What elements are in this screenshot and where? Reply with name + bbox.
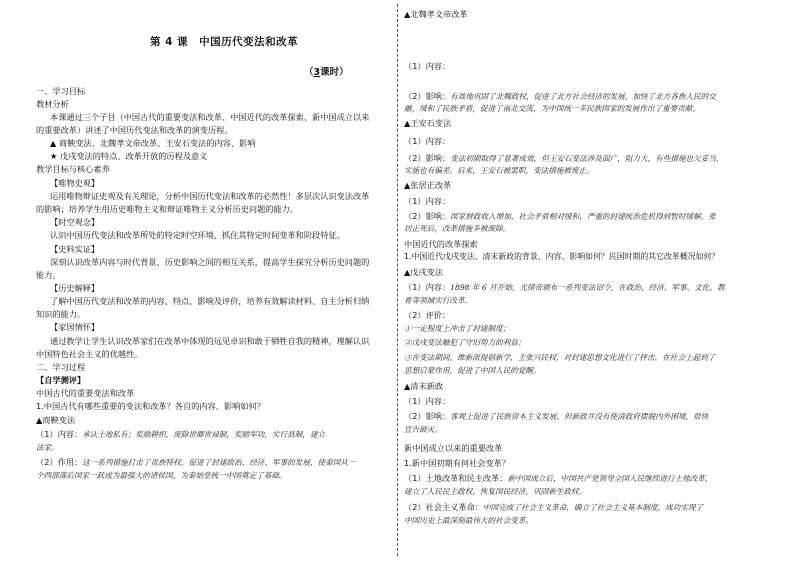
literacy-heading: 【史料实证】 bbox=[50, 244, 100, 254]
literacy-heading: 【唯物史观】 bbox=[50, 178, 100, 188]
handwritten-answer: 法家。 bbox=[36, 443, 59, 452]
handwritten-answer: 有效地巩固了北魏政权，促进了北方社会经济的发展，加快了北方各族人民的交 bbox=[450, 92, 716, 101]
handwritten-answer: 实施也有偏差。后来，王安石被罢职，变法措施被废止。 bbox=[404, 166, 594, 175]
handwritten-answer: 新中国成立后，中国共产党领导全国人民继续进行土地改革， bbox=[507, 474, 713, 483]
paragraph-line: 认识中国历代变法和改革所处的特定时空环境，抓住其特定时间变革和阶段特征。 bbox=[50, 230, 345, 240]
answer-label: （1）内容： bbox=[404, 282, 451, 292]
paragraph-line: 的影响；培养学生用历史唯物主义和辩证唯物主义分析历史问题的能力。 bbox=[36, 204, 299, 214]
period-close: ） bbox=[339, 67, 349, 78]
period-number: 3 bbox=[313, 67, 321, 78]
topic-heading: 新中国成立以来的重要改革 bbox=[404, 443, 503, 453]
answer-label: （2）影响： bbox=[404, 91, 451, 101]
handwritten-answer: 思想启蒙作用，促进了中国人民的觉醒。 bbox=[404, 366, 541, 375]
answer-label: （1）内容： bbox=[404, 61, 451, 71]
subheading: 教材分析 bbox=[36, 99, 69, 109]
topic-heading: 中国古代的重要变法和改革 bbox=[36, 388, 135, 398]
handwritten-answer: 1898 年 6 月开始，光绪帝颁布一系列变法诏令，在政治、经济、军事、文化、教 bbox=[450, 283, 725, 292]
reform-heading-zhang-juzheng: ▲张居正改革 bbox=[404, 180, 452, 190]
period-open: （ bbox=[304, 67, 314, 78]
paragraph-line: 通过教学让学生认识改革家们在改革中体现的远见卓识和敢于牺牲自我的精神，理解认识 bbox=[50, 336, 370, 346]
handwritten-answer: 融，缓和了民族矛盾，促进了南北交流，为中国统一多民族国家的发展作出了重要贡献。 bbox=[404, 104, 701, 113]
lesson-title: 第 4 课 中国历代变法和改革 bbox=[150, 36, 299, 48]
answer-line bbox=[36, 428, 325, 442]
handwritten-answer: ②戊戌变法触犯了守旧势力的利益； bbox=[404, 338, 526, 347]
handwritten-answer: 建立了人民民主政权，恢复国民经济，巩固新生政权。 bbox=[404, 487, 587, 496]
answer-label: （1）土地改革和民主改革： bbox=[404, 473, 508, 483]
right-column bbox=[404, 0, 760, 561]
handwritten-answer: 这一系列措施打击了贵族特权，促进了封建政治、经济、军事的发展，使秦国从一 bbox=[82, 458, 356, 467]
reform-heading-wuxu: ▲戊戌变法 bbox=[404, 267, 444, 277]
literacy-heading: 【家国情怀】 bbox=[50, 322, 100, 332]
handwritten-answer: 承认土地私有；奖励耕织，废除世卿世禄制，奖励军功，实行县制，建立 bbox=[82, 430, 326, 439]
topic-heading: 中国近代的改革探索 bbox=[404, 239, 478, 249]
handwritten-answer: 国家财政收入增加，社会矛盾相对缓和，严重的封建统治危机得到暂时缓解。张 bbox=[450, 212, 716, 221]
literacy-heading: 【时空观念】 bbox=[50, 217, 100, 227]
question: 1.新中国初期有何社会变革？ bbox=[404, 458, 511, 468]
reform-heading-late-qing: ▲清末新政 bbox=[404, 381, 444, 391]
key-point: ★ 戊戌变法的特点、改革开放的历程及意义 bbox=[50, 151, 208, 161]
handwritten-answer: 中国完成了社会主义革命，确立了社会主义基本制度，成功实现了 bbox=[482, 503, 704, 512]
question: 1.中国古代有哪些重要的变法和改革？各自的内容、影响如何？ bbox=[36, 401, 265, 411]
answer-label: （1）内容： bbox=[404, 136, 451, 146]
answer-line bbox=[404, 281, 725, 295]
handwritten-answer: 个西部落后国家一跃成为最强大的诸侯国，为秦始皇统一中国奠定了基础。 bbox=[36, 471, 287, 480]
answer-label: （1）内容： bbox=[404, 196, 451, 206]
answer-label: （1）内容： bbox=[36, 429, 83, 439]
paragraph-line: 深刻认识改革内容与时代背景、历史影响之间的相互关系，提高学生探究分析历史问题的 bbox=[50, 257, 370, 267]
literacy-heading: 【历史解释】 bbox=[50, 283, 100, 293]
handwritten-answer: ①一定程度上冲击了封建制度； bbox=[404, 324, 511, 333]
section-heading: 二、学习过程 bbox=[36, 362, 86, 372]
answer-label: （2）评价： bbox=[404, 310, 451, 320]
answer-line bbox=[404, 152, 724, 166]
subheading: 教学目标与核心素养 bbox=[36, 164, 110, 174]
answer-label: （2）影响： bbox=[404, 153, 451, 163]
answer-label: （2）影响： bbox=[404, 211, 451, 221]
paragraph-line: 本课通过三个子目（中国古代的重要变法和改革、中国近代的改革探索、新中国成立以来 bbox=[50, 112, 370, 122]
key-point: ▲ 商鞅变法、北魏孝文帝改革、王安石变法的内容、影响 bbox=[50, 138, 256, 148]
column-divider bbox=[397, 4, 398, 556]
paragraph-line: 的重要改革）讲述了中国历代变法和改革的演变历程。 bbox=[36, 125, 233, 135]
paragraph-line: 知识的能力。 bbox=[36, 309, 86, 319]
reform-heading-xiaowen: ▲北魏孝文帝改革 bbox=[404, 9, 468, 19]
paragraph-line: 中国特色社会主义的优越性。 bbox=[36, 349, 143, 359]
handwritten-answer: ③在变法期间，维新派提倡新学，主张兴民权，对封建思想文化进行了抨击，在社会上起到了 bbox=[404, 353, 716, 362]
answer-label: （1）内容： bbox=[404, 396, 451, 406]
period-label: 课时 bbox=[320, 67, 340, 78]
left-column bbox=[36, 0, 392, 561]
answer-label: （2）作用： bbox=[36, 457, 83, 467]
answer-line bbox=[404, 472, 713, 486]
answer-line bbox=[404, 90, 716, 104]
reform-heading-shang-yang: ▲商鞅变法 bbox=[36, 415, 76, 425]
section-heading: 一、学习目标 bbox=[36, 86, 86, 96]
answer-line bbox=[404, 410, 708, 424]
handwritten-answer: 中国历史上最深刻最伟大的社会变革。 bbox=[404, 516, 534, 525]
reform-heading-wang-anshi: ▲王安石变法 bbox=[404, 118, 452, 128]
answer-label: （2）社会主义革命： bbox=[404, 502, 483, 512]
self-test-heading: 【自学测评】 bbox=[36, 375, 86, 385]
answer-label: （2）影响： bbox=[404, 411, 451, 421]
answer-line bbox=[404, 210, 716, 224]
handwritten-answer: 客观上促进了民族资本主义发展，但新政并没有使清政府摆脱内外困境，很快 bbox=[450, 412, 709, 421]
handwritten-answer: 居正死后，改革措施多被废除。 bbox=[404, 224, 511, 233]
handwritten-answer: 变法初期取得了显著成效，但王安石变法涉及面广，阻力大，有些措施也欠妥当， bbox=[450, 154, 724, 163]
answer-line bbox=[404, 501, 703, 515]
paragraph-line: 能力。 bbox=[36, 270, 61, 280]
handwritten-answer: 宣告破灭。 bbox=[404, 425, 442, 434]
question: 1.中国近代戊戌变法、清末新政的背景、内容、影响如何？民国时期的其它改革概况如何？ bbox=[404, 252, 720, 261]
paragraph-line: 运用唯物辩证史观及有关理论，分析中国历代变法和改革的必然性！多层次认识变法改革 bbox=[50, 191, 370, 201]
answer-line bbox=[36, 456, 356, 470]
paragraph-line: 了解中国历代变法和改革的内容、特点、影响及评价，培养有效解读材料、自主分析归纳 bbox=[50, 296, 370, 306]
handwritten-answer: 育等领域实行改革。 bbox=[404, 296, 473, 305]
